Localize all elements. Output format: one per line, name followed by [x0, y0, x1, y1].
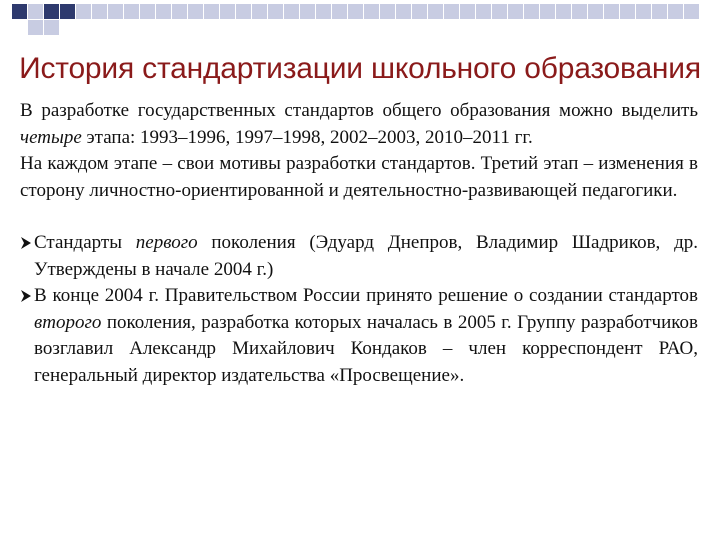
paragraph-stages-italic: четыре — [20, 126, 82, 148]
bullet-text-a: В конце 2004 г. Правительством России принято решение о создании стандартов — [34, 285, 698, 306]
bullet-italic: первого — [135, 232, 198, 253]
arrow-bullet-icon — [20, 236, 32, 250]
slide-title: История стандартизации школьного образования — [19, 52, 701, 85]
paragraph-stages — [20, 98, 698, 151]
arrow-bullet-icon — [20, 289, 32, 303]
bullet-text — [34, 230, 698, 283]
bullet-text — [34, 283, 698, 389]
paragraph-motives: На каждом этапе – свои мотивы разработки стандартов. Третий этап – изменения в сторону личностно-ориентированной и деятельностно-развивающей педагогики. — [20, 153, 698, 201]
bullet-item-first-generation — [20, 230, 698, 283]
bullet-text-b: поколения (Эдуард Днепров, Владимир Шадриков, др. Утверждены в начале 2004 г.) — [34, 232, 698, 280]
spacer — [20, 204, 698, 230]
paragraph-stages-text-a: В разработке государственных стандартов общего образования можно выделить — [20, 100, 698, 121]
bullet-text-a: Стандарты — [34, 232, 136, 253]
slide-body — [20, 98, 698, 389]
bullet-item-second-generation — [20, 283, 698, 389]
bullet-italic: второго — [34, 311, 102, 333]
bullet-text-b: поколения, разработка которых началась в 2005 г. Группу разработчиков возглавил Александр Михайлович Кондаков – член корреспондент РАО, генеральный директор издательства «Просвещение». — [34, 311, 698, 386]
paragraph-stages-text-b: этапа: 1993–1996, 1997–1998, 2002–2003, 2010–2011 гг. — [81, 126, 533, 148]
header-squares-decoration — [0, 0, 720, 44]
